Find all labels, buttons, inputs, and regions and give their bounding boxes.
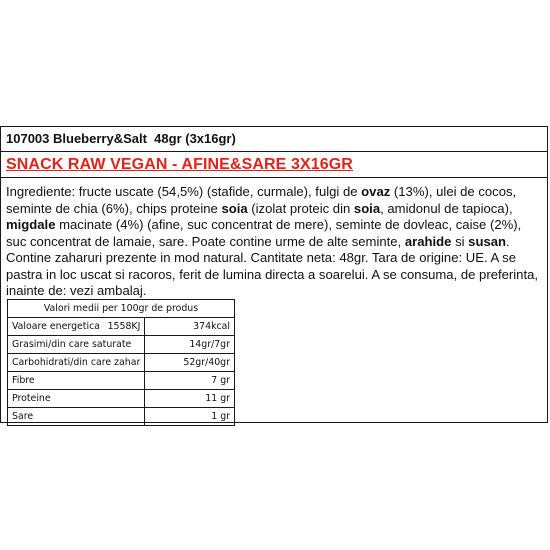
allergen-peanuts: arahide: [404, 233, 452, 249]
product-code-line: [6, 131, 236, 146]
product-weight: 48gr (3x16gr): [154, 131, 236, 146]
allergen-sesame: susan: [468, 233, 507, 249]
allergen-almonds: migdale: [6, 217, 56, 232]
nutrient-label: Valoare energetica: [12, 321, 100, 332]
allergen-soy: soia: [221, 200, 248, 216]
nutrition-row-energy: [8, 318, 235, 336]
nutrition-row-protein: [8, 390, 235, 408]
product-info-sheet: [0, 126, 548, 423]
energy-cell: [8, 318, 145, 336]
nutrient-label: Grasimi/din care saturate: [8, 336, 145, 354]
ingredients-segment: (izolat proteic din: [247, 200, 354, 216]
nutrient-value: 374kcal: [145, 318, 235, 336]
product-title-row: [1, 152, 547, 178]
nutrition-row-fibre: [8, 372, 235, 390]
allergen-soy: soia: [353, 200, 381, 216]
nutrient-value: 7 gr: [145, 372, 235, 390]
nutrition-header-row: [8, 300, 235, 318]
ingredients-text: [6, 184, 544, 300]
ingredients-segment: macinate (4%) (afine, suc concentrat de mere), seminte de dovleac, caise (2%), suc concentrat de lamaie, sare. Poate contine urme de alte seminte,: [6, 217, 522, 249]
nutrition-table: [7, 299, 235, 426]
ingredients-segment: (13%), ulei de cocos, seminte de chia (6%), chips proteine: [6, 184, 517, 216]
nutrient-label: Carbohidrati/din care zahar: [8, 354, 145, 372]
nutrition-row-salt: [8, 408, 235, 426]
nutrient-value: 52gr/40gr: [145, 354, 235, 372]
ingredients-segment: , amidonul de tapioca),: [380, 200, 513, 216]
nutrient-label: Proteine: [8, 390, 145, 408]
ingredients-segment: Ingrediente: fructe uscate (54,5%) (stafide, curmale), fulgi de: [6, 184, 362, 199]
nutrient-value: 14gr/7gr: [145, 336, 235, 354]
product-short-name: Blueberry&Salt: [53, 131, 147, 146]
nutrition-row-fat: [8, 336, 235, 354]
product-title: SNACK RAW VEGAN - AFINE&SARE 3X16GR: [6, 156, 353, 173]
ingredients-segment: . Contine zaharuri prezente in mod natural. Cantitate neta: 48gr. Tara de origine: UE. A se pastra in loc uscat si racoros, ferit de lumina directa a soarelui. A se consuma, de preferinta, inainte de: vezi ambalaj.: [6, 233, 539, 298]
nutrient-value: 11 gr: [145, 390, 235, 408]
product-code: 107003: [6, 131, 50, 146]
nutrient-value: 1 gr: [145, 408, 235, 426]
nutrient-label: Fibre: [8, 372, 145, 390]
nutrition-row-carbs: [8, 354, 235, 372]
allergen-oat: ovaz: [361, 184, 391, 199]
details-row: [1, 178, 547, 422]
ingredients-segment: si: [451, 233, 469, 249]
nutrition-header: Valori medii per 100gr de produs: [8, 300, 235, 318]
energy-kj: 1558KJ: [107, 321, 141, 332]
nutrient-label: Sare: [8, 408, 145, 426]
product-code-row: [1, 127, 547, 152]
